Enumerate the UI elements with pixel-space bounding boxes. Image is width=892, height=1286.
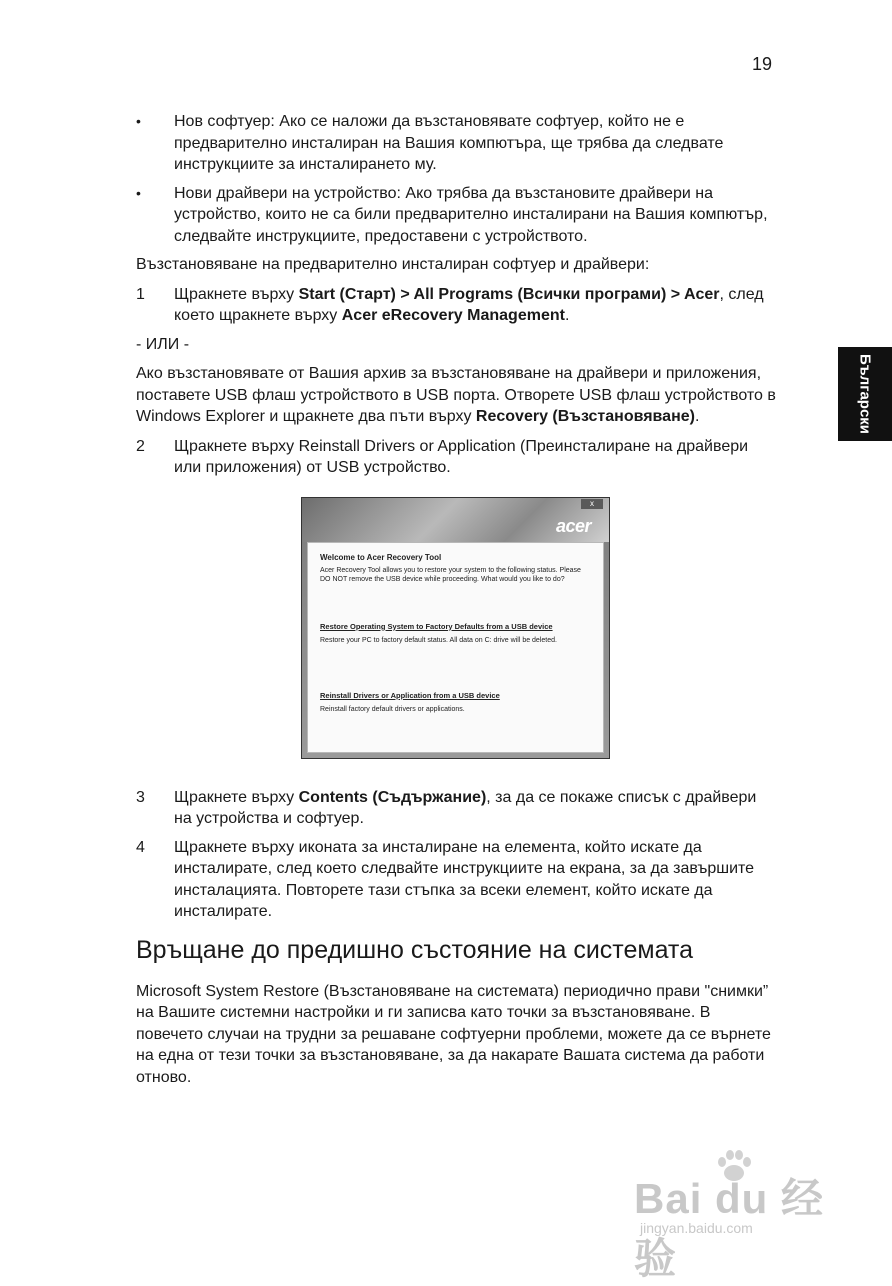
step-text: Щракнете върху (174, 285, 299, 303)
step-number: 3 (136, 788, 145, 806)
bullet-text: Нови драйвери на устройство: Ако трябва да възстановите драйвери на устройство, които не са били предварително инсталирани на Вашия компютър, следвайте инструкциите, предоставени с устройството. (174, 184, 768, 245)
usb-text: Ако възстановявате от Вашия архив за възстановяване на драйвери и приложения, поставете USB флаш устройството в USB порта. Отворете USB флаш устройството в Windows Explorer и щракнете два пъти върху (136, 365, 776, 425)
bullet-item (136, 183, 776, 248)
bullet-marker: • (136, 184, 141, 201)
reinstall-drivers-description: Reinstall factory default drivers or applications. (320, 705, 465, 713)
step-text: > (395, 285, 414, 303)
intro-text: Възстановяване на предварително инсталиран софтуер и драйвери: (136, 256, 650, 273)
step-text: Щракнете върху Reinstall Drivers or Application (Преинсталиране на драйвери или приложения) от USB устройство. (174, 437, 749, 476)
step-number: 4 (136, 838, 145, 856)
step-text: > (666, 285, 684, 303)
bullet-text: Нов софтуер: Ако се наложи да възстановявате софтуер, който не е предварително инсталиран на Вашия компютъра, ще трябва да следвате инструкциите за инсталирането му. (174, 113, 724, 173)
or-separator: - ИЛИ - (136, 335, 190, 353)
restore-os-description: Restore your PC to factory default status. All data on C: drive will be deleted. (320, 636, 557, 644)
section-heading: Връщане до предишно състояние на системата (136, 935, 693, 964)
step-bold: Acer eRecovery Management (341, 307, 565, 324)
window-header (302, 498, 609, 542)
acer-logo: acer (555, 515, 591, 536)
step-text: Щракнете върху (174, 788, 299, 806)
step-number: 1 (136, 285, 145, 303)
close-button[interactable]: x (581, 499, 603, 509)
reinstall-drivers-link[interactable]: Reinstall Drivers or Application from a USB device (320, 690, 500, 700)
page-content (136, 111, 776, 1096)
step-text: . (564, 307, 570, 324)
step-bold: All Programs (Всички програми) (413, 285, 667, 303)
step-number: 2 (136, 437, 145, 455)
step-text: Щракнете върху иконата за инсталиране на елемента, който искате да инсталирате, след което следвайте инструкциите на екрана, за да завършите инсталацията. Повторете тази стъпка за всеки елемент, който искате да инсталирате. (174, 838, 755, 920)
watermark-logo: Bai du 经验 (634, 1175, 825, 1282)
usb-bold: Recovery (Възстановяване) (475, 408, 695, 425)
baidu-watermark (634, 1148, 864, 1282)
page-number: 19 (752, 54, 773, 74)
step-text: , за да се покаже списък с драйвери на устройства и софтуер. (174, 788, 757, 827)
bullet-item (136, 111, 776, 176)
step-4 (136, 837, 776, 923)
step-text: , след което щракнете върху (174, 285, 764, 324)
window-title: Welcome to Acer Recovery Tool (320, 552, 442, 562)
window-body (307, 542, 604, 753)
watermark-url: jingyan.baidu.com (640, 1220, 753, 1236)
usb-text: . (694, 408, 700, 425)
language-tab (838, 347, 892, 441)
step-2 (136, 436, 776, 479)
language-tab-label: Български (856, 353, 874, 435)
recovery-tool-screenshot (301, 497, 610, 759)
step-1 (136, 284, 776, 327)
window-description: Acer Recovery Tool allows you to restore your system to the following status. Please DO NOT remove the USB device while proceeding. What would you like to do? (320, 566, 581, 583)
step-3 (136, 787, 776, 830)
step-bold: Start (Старт) (298, 285, 396, 303)
section-body: Microsoft System Restore (Възстановяване на системата) периодично прави "снимки” на Вашите системни настройки и ги записва като точки за възстановяване. В повечето случаи на трудни за решаване софтуерни проблеми, можете да се върнете на една от тези точки за възстановяване, за да накарате Вашата система да работи отново. (136, 982, 771, 1086)
usb-paragraph (136, 363, 776, 428)
step-bold: Contents (Съдържание) (298, 788, 487, 806)
bullet-marker: • (136, 113, 141, 129)
restore-os-link[interactable]: Restore Operating System to Factory Defaults from a USB device (320, 621, 553, 631)
step-bold: Acer (683, 285, 720, 303)
